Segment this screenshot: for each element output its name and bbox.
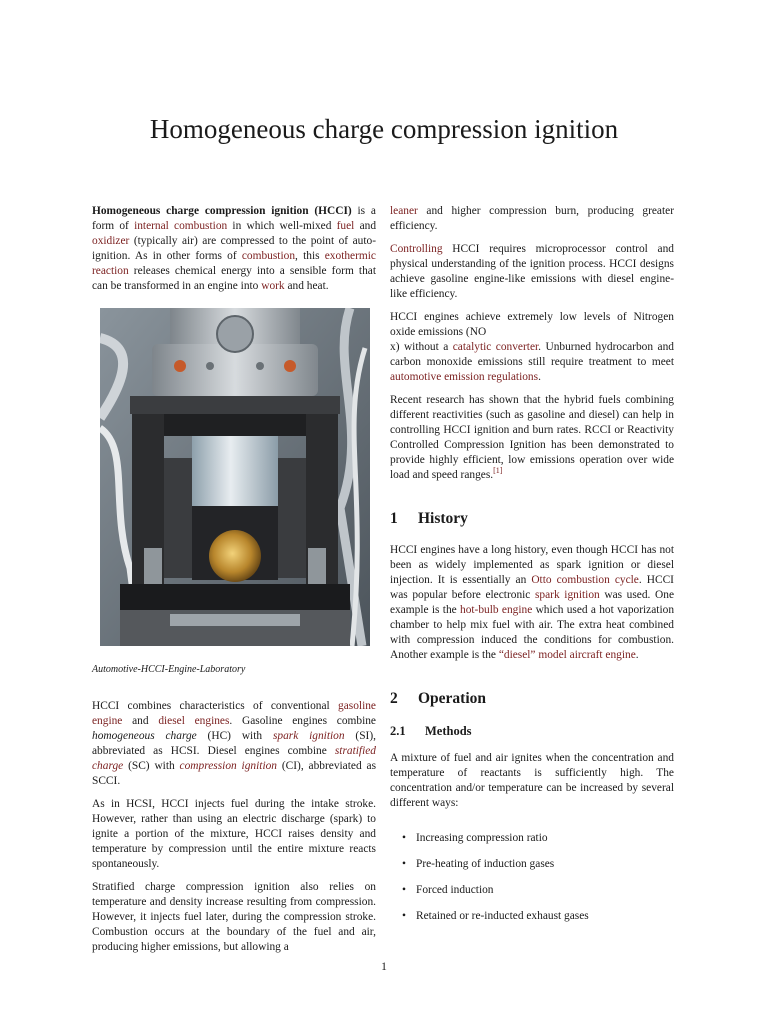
link-controlling[interactable]: Controlling [390, 243, 443, 255]
stratified-paragraph: Stratified charge compression ignition also relies on temperature and density increase resulting from compression. However, it injects fuel later, during the compression stroke. Combustion occurs at the boundary of the fuel and air, producing higher emissions, but allowing a [92, 881, 376, 953]
list-item: • Pre-heating of induction gases [416, 857, 674, 872]
link-spark-ignition-italic[interactable]: spark ignition [272, 730, 345, 742]
nox-paragraph: HCCI engines achieve extremely low levels of Nitrogen oxide emissions (NO x) without a catalytic converter. Unburned hydrocarbon and carbon monoxide emissions still require treatment to meet automotive emission regulations. [390, 311, 674, 383]
list-item: • Retained or re-inducted exhaust gases [416, 909, 674, 924]
research-paragraph: Recent research has shown that the hybrid fuels combining different reactivities (such as gasoline and diesel) can help in controlling HCCI ignition and burn rates. RCCI or Reactivity Controlled Compression Ignition has been demonstrated to provide highly efficient, low emissions operation over wide load and speed ranges.[1] [390, 394, 674, 481]
figure-caption: Automotive-HCCI-Engine-Laboratory [92, 664, 246, 675]
section-history-heading: 1 History [390, 510, 468, 527]
section-operation-heading: 2 Operation [390, 690, 487, 707]
link-catalytic-converter[interactable]: catalytic converter [452, 341, 539, 353]
link-leaner[interactable]: leaner [390, 205, 418, 217]
link-compression-ignition[interactable]: compression ignition [179, 760, 277, 772]
reference-1-link[interactable]: [1] [493, 466, 503, 476]
controlling-paragraph: Controlling HCCI requires microprocessor control and physical understanding of the ignition process. HCCI designs achieve gasoline engine-like emissions with diesel engine-like efficiency. [390, 243, 674, 300]
stratified-paragraph-continued: leaner and higher compression burn, producing greater efficiency. [390, 205, 674, 232]
left-column [92, 204, 376, 963]
link-hot-bulb-engine[interactable]: hot-bulb engine [460, 604, 533, 616]
link-gasoline-engine[interactable]: gasoline engine [92, 700, 376, 727]
methods-paragraph: A mixture of fuel and air ignites when the concentration and temperature of reactants is sufficiently high. The concentration and/or temperature can be increased by several different ways: [390, 752, 674, 809]
link-combustion[interactable]: combustion [241, 250, 296, 262]
link-exothermic-reaction[interactable]: exothermic reaction [92, 250, 376, 277]
list-item: • Increasing compression ratio [416, 831, 674, 846]
engine-photo [100, 308, 370, 646]
link-diesel-model-aircraft-engine[interactable]: “diesel” model aircraft engine [498, 649, 636, 661]
article-title: Homogeneous charge compression ignition [149, 114, 619, 144]
link-otto-cycle[interactable]: Otto combustion cycle [531, 574, 639, 586]
link-internal-combustion[interactable]: internal combustion [134, 220, 228, 232]
methods-list [390, 831, 674, 924]
page-number: 1 [381, 961, 387, 973]
intro-bold-term: Homogeneous charge compression ignition (HCCI) [92, 205, 352, 217]
link-emission-regulations[interactable]: automotive emission regulations [390, 371, 539, 383]
link-work[interactable]: work [261, 280, 285, 292]
link-stratified-charge[interactable]: stratified charge [92, 745, 376, 772]
right-column [390, 204, 674, 935]
hcsi-paragraph: As in HCSI, HCCI injects fuel during the intake stroke. However, rather than using an electric discharge (spark) to ignite a portion of the mixture, HCCI raises density and temperature by compression until the entire mixture reacts spontaneously. [92, 798, 376, 870]
subsection-methods-heading: 2.1 Methods [390, 724, 472, 738]
intro-paragraph: Homogeneous charge compression ignition (HCCI) is a form of internal combustion in which well-mixed fuel and oxidizer (typically air) are compressed to the point of auto-ignition. As in other forms of combustion, this exothermic reaction releases chemical energy into a sensible form that can be transformed in an engine into work and heat. [92, 205, 377, 292]
history-paragraph: HCCI engines have a long history, even though HCCI has not been as widely implemented as spark ignition or diesel injection. It is essentially an Otto combustion cycle. HCCI was popular before electronic spark ignition was used. One example is the hot-bulb engine which used a hot vaporization chamber to help mix fuel with air. The extra heat combined with compression induced the conditions for combustion. Another example is the “diesel” model aircraft engine. [390, 544, 675, 661]
list-item: • Forced induction [416, 883, 674, 898]
engine-illustration [100, 308, 370, 646]
combines-paragraph: HCCI combines characteristics of conventional gasoline engine and diesel engines. Gasoline engines combine homogeneous charge (HC) with spark ignition (SI), abbreviated as HCSI. Diesel engines combine stratified charge (SC) with compression ignition (CI), abbreviated as SCCI. [92, 700, 376, 787]
link-spark-ignition[interactable]: spark ignition [534, 589, 600, 601]
link-diesel-engines[interactable]: diesel engines [158, 715, 230, 727]
link-fuel[interactable]: fuel [336, 220, 355, 232]
link-oxidizer[interactable]: oxidizer [92, 235, 130, 247]
